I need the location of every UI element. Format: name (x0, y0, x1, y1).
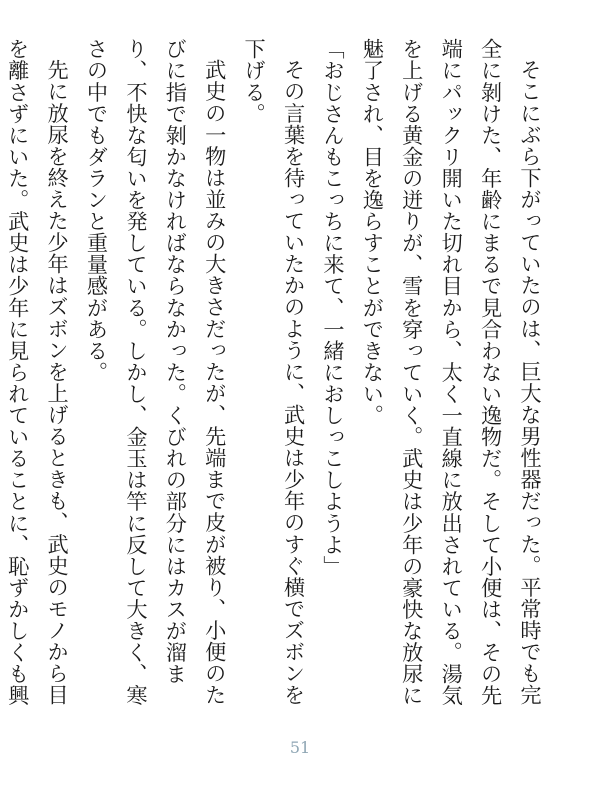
paragraph-3: その言葉を待っていたかのように、武史は少年のすぐ横でズボンを下げる。 (242, 38, 307, 706)
paragraph-5: 先に放尿を終えた少年はズボンを上げるときも、武史のモノから目を離さずにいた。武史は少年に見られていることに、恥ずかしくも興 (5, 38, 71, 707)
page-number: 51 (289, 738, 311, 757)
paragraph-4: 武史の一物は並みの大きさだったが、先端まで皮が被り、小便のたびに指で剝かなければならなかった。くびれの部分にはカスが溜まり、不快な匂いを発している。しかし、金玉は竿に反して大きく、寒さの中でもダランと重量感がある。 (84, 38, 228, 707)
paragraph-1: そこにぶら下がっていたのは、巨大な男性器だった。平常時でも完全に剝けた、年齢にまるで見合わない逸物だ。そして小便は、その先端にパックリ開いた切れ目から、太く一直線に放出されている。湯気を上げる黄金の迸りが、雪を穿っていく。武史は少年の豪快な放尿に魅了され、目を逸らすことができない。 (360, 38, 543, 707)
vertical-text-body (5, 38, 550, 713)
dialogue-paragraph-2: 「おじさんもこっちに来て、一緒におしっこしようよ」 (320, 38, 346, 577)
